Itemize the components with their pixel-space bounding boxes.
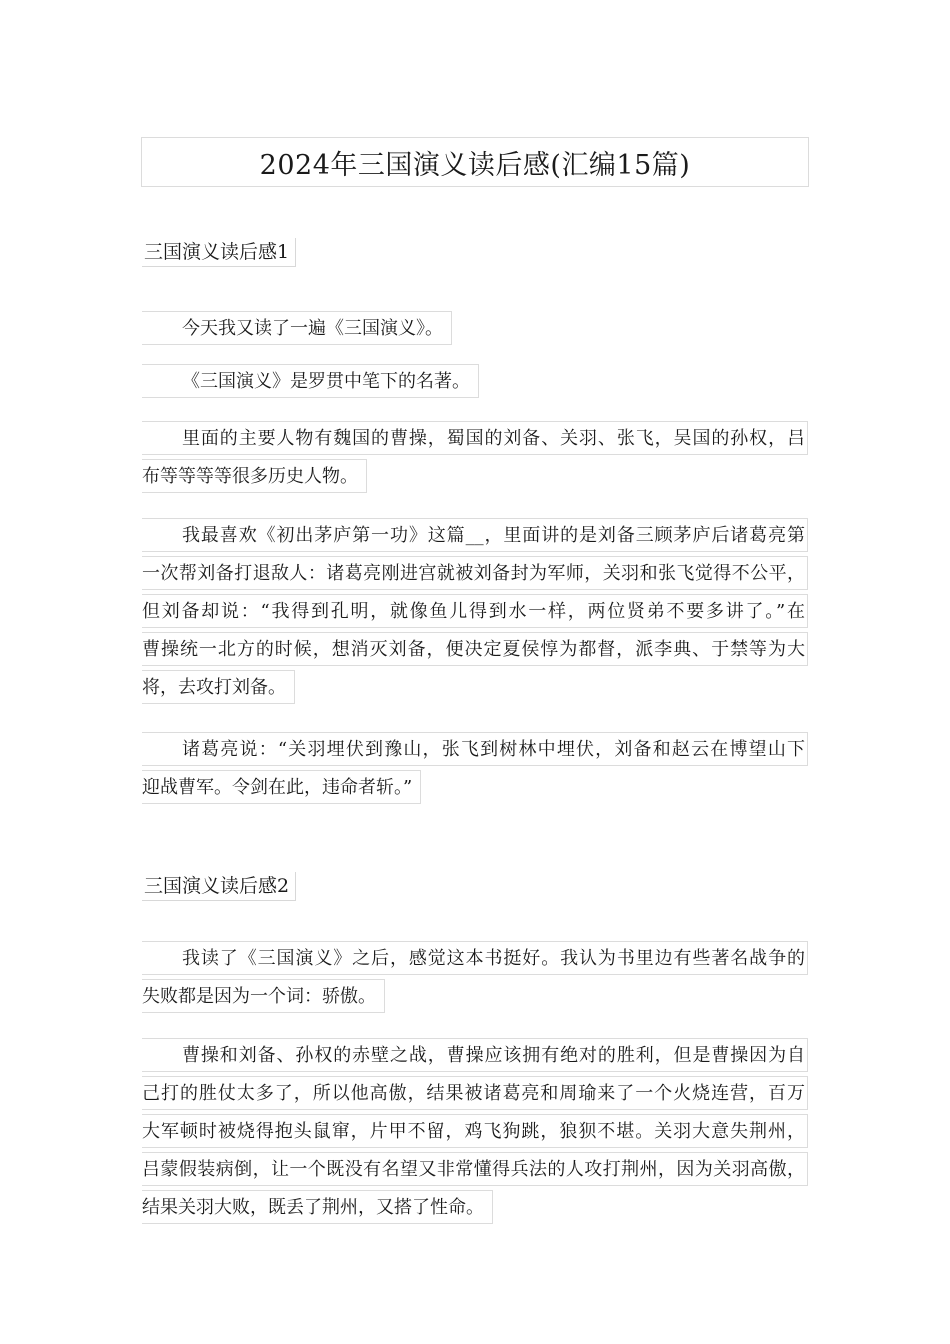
paragraph (142, 518, 808, 713)
paragraph-line: 我读了《三国演义》之后，感觉这本书挺好。我认为书里边有些著名战争的 (142, 941, 808, 975)
paragraph (142, 364, 808, 407)
paragraph-line: 布等等等等很多历史人物。 (142, 459, 367, 493)
paragraph-line: 《三国演义》是罗贯中笔下的名著。 (142, 364, 479, 398)
paragraph (142, 1038, 808, 1233)
paragraph-line: 今天我又读了一遍《三国演义》。 (142, 311, 452, 345)
paragraph (142, 421, 808, 502)
paragraph-line: 结果关羽大败，既丢了荆州，又搭了性命。 (142, 1190, 493, 1224)
paragraph-line: 我最喜欢《初出茅庐第一功》这篇__，里面讲的是刘备三顾茅庐后诸葛亮第 (142, 518, 808, 552)
section-heading-1: 三国演义读后感1 (142, 238, 296, 267)
document-title: 2024年三国演义读后感(汇编15篇) (141, 137, 809, 187)
paragraph (142, 732, 808, 813)
section-heading-2: 三国演义读后感2 (142, 872, 296, 901)
paragraph-line: 迎战曹军。令剑在此，违命者斩。” (142, 770, 421, 804)
paragraph-line: 吕蒙假装病倒，让一个既没有名望又非常懂得兵法的人攻打荆州，因为关羽高傲， (142, 1152, 808, 1186)
paragraph-line: 大军顿时被烧得抱头鼠窜，片甲不留，鸡飞狗跳，狼狈不堪。关羽大意失荆州， (142, 1114, 808, 1148)
paragraph-line: 曹操统一北方的时候，想消灭刘备，便决定夏侯惇为都督，派李典、于禁等为大 (142, 632, 808, 666)
paragraph-line: 将，去攻打刘备。 (142, 670, 295, 704)
paragraph-line: 里面的主要人物有魏国的曹操，蜀国的刘备、关羽、张飞，吴国的孙权，吕 (142, 421, 808, 455)
paragraph-line: 己打的胜仗太多了，所以他高傲，结果被诸葛亮和周瑜来了一个火烧连营，百万 (142, 1076, 808, 1110)
paragraph-line: 失败都是因为一个词：骄傲。 (142, 979, 385, 1013)
paragraph (142, 941, 808, 1022)
paragraph-line: 诸葛亮说：“关羽埋伏到豫山，张飞到树林中埋伏，刘备和赵云在博望山下 (142, 732, 808, 766)
paragraph-line: 曹操和刘备、孙权的赤壁之战，曹操应该拥有绝对的胜利，但是曹操因为自 (142, 1038, 808, 1072)
paragraph-line: 一次帮刘备打退敌人：诸葛亮刚进宫就被刘备封为军师，关羽和张飞觉得不公平， (142, 556, 808, 590)
paragraph (142, 311, 808, 354)
paragraph-line: 但刘备却说：“我得到孔明，就像鱼儿得到水一样，两位贤弟不要多讲了。”在 (142, 594, 808, 628)
